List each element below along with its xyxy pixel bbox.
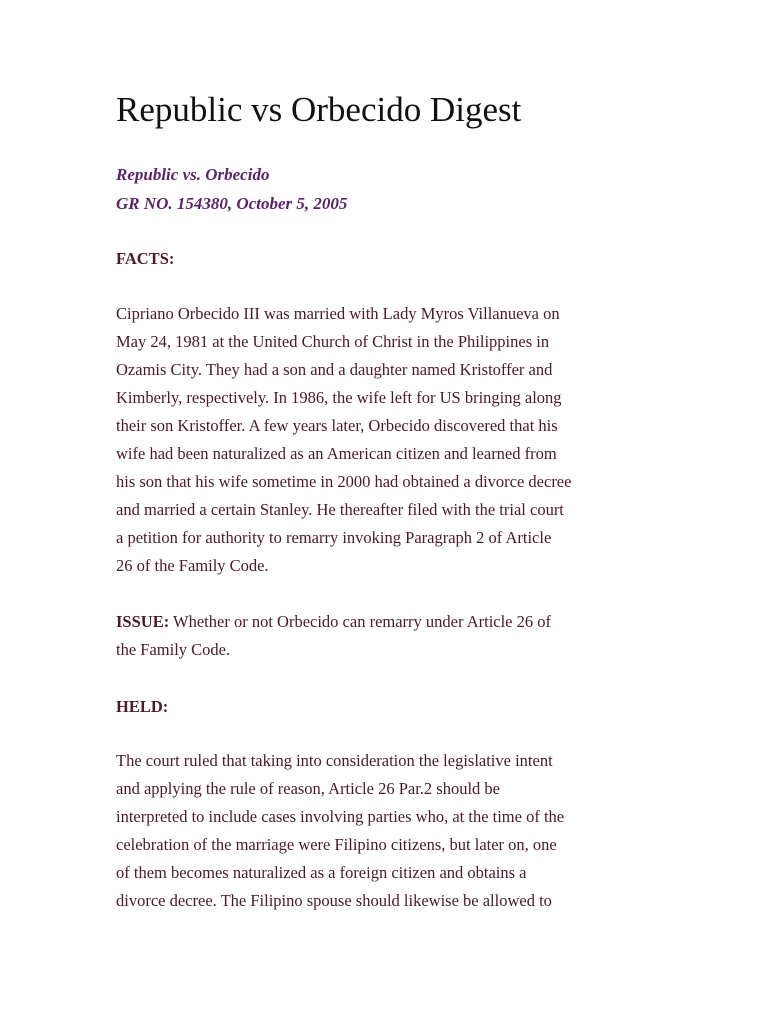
issue-paragraph xyxy=(116,608,656,664)
held-line: divorce decree. The Filipino spouse should likewise be allowed to xyxy=(116,891,552,910)
facts-line: May 24, 1981 at the United Church of Christ in the Philippines in xyxy=(116,332,550,351)
held-heading: HELD: xyxy=(116,697,169,716)
held-line: celebration of the marriage were Filipino citizens, but later on, one xyxy=(116,835,557,854)
case-number: GR NO. 154380, October 5, 2005 xyxy=(116,194,348,213)
held-line: of them becomes naturalized as a foreign citizen and obtains a xyxy=(116,863,527,882)
case-name: Republic vs. Orbecido xyxy=(116,165,270,184)
issue-label: ISSUE: xyxy=(116,612,170,631)
held-line: The court ruled that taking into consideration the legislative intent xyxy=(116,751,553,770)
issue-line: the Family Code. xyxy=(116,640,231,659)
facts-line: and married a certain Stanley. He thereafter filed with the trial court xyxy=(116,500,564,519)
held-line: interpreted to include cases involving parties who, at the time of the xyxy=(116,807,565,826)
facts-line: Cipriano Orbecido III was married with Lady Myros Villanueva on xyxy=(116,304,560,323)
issue-statement: Whether or not Orbecido can remarry under Article 26 of xyxy=(169,612,551,631)
facts-line: 26 of the Family Code. xyxy=(116,556,269,575)
held-line: and applying the rule of reason, Article 26 Par.2 should be xyxy=(116,779,500,798)
facts-heading: FACTS: xyxy=(116,249,175,268)
facts-line: Ozamis City. They had a son and a daughter named Kristoffer and xyxy=(116,360,553,379)
facts-line: their son Kristoffer. A few years later, Orbecido discovered that his xyxy=(116,416,558,435)
facts-line: wife had been naturalized as an American citizen and learned from xyxy=(116,444,557,463)
document-title: Republic vs Orbecido Digest xyxy=(116,90,522,129)
held-paragraph xyxy=(116,747,656,915)
facts-line: Kimberly, respectively. In 1986, the wife left for US bringing along xyxy=(116,388,562,407)
facts-line: a petition for authority to remarry invoking Paragraph 2 of Article xyxy=(116,528,552,547)
facts-line: his son that his wife sometime in 2000 had obtained a divorce decree xyxy=(116,472,572,491)
issue-line xyxy=(116,608,656,636)
facts-paragraph xyxy=(116,300,656,580)
